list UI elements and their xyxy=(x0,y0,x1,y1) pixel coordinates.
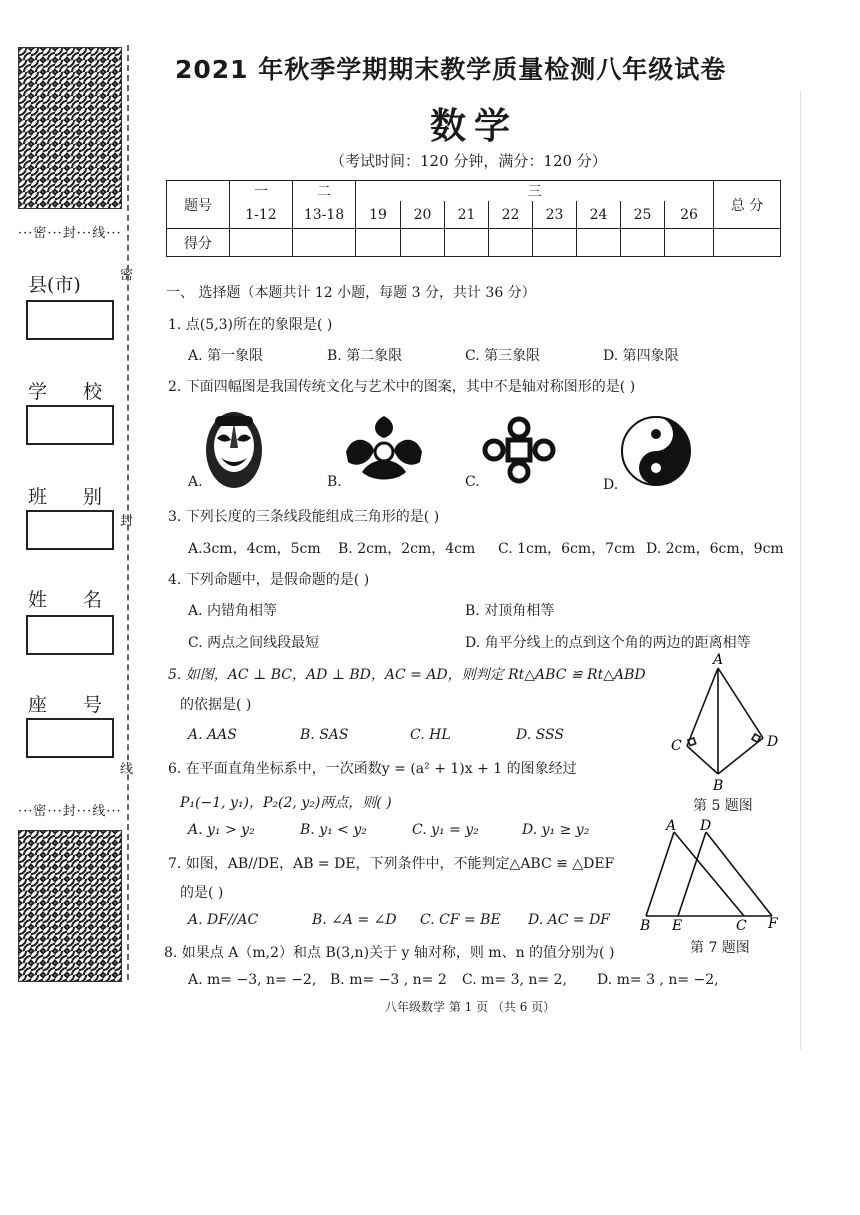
field-label-county xyxy=(28,270,118,297)
q1-option-a: A. 第一象限 xyxy=(188,348,264,364)
page-footer: 八年级数学 第 1 页 （共 6 页） xyxy=(385,1000,556,1014)
row-label-score: 得分 xyxy=(167,229,230,257)
section-2-header: 二 xyxy=(293,181,356,202)
field-label-text: 座 xyxy=(28,694,48,716)
score-cell[interactable] xyxy=(665,229,714,257)
fig5-label-c: C xyxy=(671,738,682,754)
q8-option-a: A. m= −3, n= −2, xyxy=(188,972,317,988)
score-cell[interactable] xyxy=(356,229,401,257)
question-8: 8. 如果点 A（m,2）和点 B(3,n)关于 y 轴对称，则 m、n 的值分别为( ) xyxy=(164,945,615,961)
decorative-pattern-bottom xyxy=(18,830,122,982)
range-cell: 25 xyxy=(621,201,665,229)
range-cell: 26 xyxy=(665,201,714,229)
section-1-header: 一 xyxy=(230,181,293,202)
section-3-header: 三 xyxy=(356,181,714,202)
seat-input-box[interactable] xyxy=(26,718,114,758)
score-cell[interactable] xyxy=(445,229,489,257)
q6-option-c: C. y₁ = y₂ xyxy=(412,822,479,838)
field-label-seat xyxy=(28,690,102,717)
field-label-class xyxy=(28,482,102,509)
county-input-box[interactable] xyxy=(26,300,114,340)
score-cell[interactable] xyxy=(401,229,445,257)
total-header: 总 分 xyxy=(714,181,781,229)
q2-option-d: D. xyxy=(603,477,619,493)
score-cell[interactable] xyxy=(714,229,781,257)
question-3: 3. 下列长度的三条线段能组成三角形的是( ) xyxy=(168,509,440,525)
range-cell: 13-18 xyxy=(293,201,356,229)
field-label-text: 姓 xyxy=(28,589,48,611)
fig7-label-e: E xyxy=(672,918,683,933)
figure-7-diagram xyxy=(636,818,786,933)
field-label-text: 班 xyxy=(28,486,48,508)
fig7-label-d: D xyxy=(700,818,712,834)
field-label-name xyxy=(28,585,102,612)
exam-title: 2021 年秋季学期期末教学质量检测八年级试卷 xyxy=(175,55,727,84)
q1-option-b: B. 第二象限 xyxy=(327,348,403,364)
range-cell: 24 xyxy=(577,201,621,229)
question-7-line-2: 的是( ) xyxy=(180,885,224,901)
range-cell: 19 xyxy=(356,201,401,229)
field-label-text: 别 xyxy=(82,486,102,508)
yin-yang-image xyxy=(620,415,692,487)
q2-option-b: B. xyxy=(327,474,342,490)
q4-option-b: B. 对顶角相等 xyxy=(465,603,555,619)
q4-option-a: A. 内错角相等 xyxy=(188,603,278,619)
q3-option-d: D. 2cm，6cm，9cm xyxy=(646,541,784,557)
q5-option-b: B. SAS xyxy=(300,727,349,743)
q7-option-b: B. ∠A = ∠D xyxy=(312,912,397,928)
q5-option-c: C. HL xyxy=(410,727,451,743)
q3-option-c: C. 1cm，6cm，7cm xyxy=(498,541,636,557)
class-input-box[interactable] xyxy=(26,510,114,550)
q4-option-c: C. 两点之间线段最短 xyxy=(188,635,320,651)
opera-mask-image xyxy=(203,408,265,490)
exam-info: （考试时间：120 分钟，满分：120 分） xyxy=(330,152,607,170)
q1-option-c: C. 第三象限 xyxy=(465,348,541,364)
q7-option-c: C. CF = BE xyxy=(420,912,501,928)
q8-option-b: B. m= −3 , n= 2 xyxy=(330,972,447,988)
score-table xyxy=(166,180,781,257)
field-label-text: 校 xyxy=(82,381,102,403)
q4-option-d: D. 角平分线上的点到这个角的两边的距离相等 xyxy=(465,635,751,651)
q3-option-b: B. 2cm，2cm，4cm xyxy=(338,541,476,557)
score-cell[interactable] xyxy=(293,229,356,257)
question-1: 1. 点(5,3)所在的象限是( ) xyxy=(168,317,333,333)
q6-option-a: A. y₁ > y₂ xyxy=(188,822,255,838)
subject-title: 数学 xyxy=(430,106,519,147)
field-label-text: 号 xyxy=(82,694,102,716)
figure-5-caption: 第 5 题图 xyxy=(693,798,753,814)
range-cell: 20 xyxy=(401,201,445,229)
fig7-label-b: B xyxy=(640,918,651,933)
fig5-label-d: D xyxy=(767,734,779,750)
range-cell: 1-12 xyxy=(230,201,293,229)
question-7-line-1: 7. 如图，AB//DE，AB = DE，下列条件中，不能判定△ABC ≌ △DEF xyxy=(168,856,615,872)
question-5-line-2: 的依据是( ) xyxy=(180,697,252,713)
q2-option-a: A. xyxy=(188,474,203,490)
vertical-char-feng: 封 xyxy=(120,514,134,529)
question-6-line-1: 6. 在平面直角坐标系中，一次函数y = (a² + 1)x + 1 的图象经过 xyxy=(168,761,577,777)
q6-option-d: D. y₁ ≥ y₂ xyxy=(522,822,590,838)
question-4: 4. 下列命题中，是假命题的是( ) xyxy=(168,572,370,588)
seal-line-top: ···密···封···线··· xyxy=(18,226,122,241)
seal-line-bottom: ···密···封···线··· xyxy=(18,804,122,819)
fig7-label-c: C xyxy=(736,918,747,933)
q8-option-d: D. m= 3 , n= −2, xyxy=(597,972,719,988)
q3-option-a: A.3cm，4cm，5cm xyxy=(188,541,321,557)
fig5-label-b: B xyxy=(713,778,724,792)
decorative-pattern-top xyxy=(18,47,122,209)
score-cell[interactable] xyxy=(533,229,577,257)
q7-option-d: D. AC = DF xyxy=(528,912,611,928)
question-6-line-2: P₁(−1, y₁)，P₂(2, y₂)两点，则( ) xyxy=(180,795,392,811)
q6-option-b: B. y₁ < y₂ xyxy=(300,822,367,838)
range-cell: 21 xyxy=(445,201,489,229)
page-edge-line xyxy=(800,90,801,1050)
fig7-label-f: F xyxy=(768,916,778,932)
section-heading: 一、 选择题（本题共计 12 小题，每题 3 分，共计 36 分） xyxy=(166,285,536,301)
question-2: 2. 下面四幅图是我国传统文化与艺术中的图案，其中不是轴对称图形的是( ) xyxy=(168,379,636,395)
score-cell[interactable] xyxy=(621,229,665,257)
score-cell[interactable] xyxy=(489,229,533,257)
score-cell[interactable] xyxy=(577,229,621,257)
q5-option-d: D. SSS xyxy=(516,727,564,743)
q2-option-c: C. xyxy=(465,474,480,490)
field-label-school xyxy=(28,377,102,404)
vertical-char-mi: 密 xyxy=(120,268,134,283)
binding-dashed-line xyxy=(127,45,129,980)
name-input-box[interactable] xyxy=(26,615,114,655)
symmetric-ornament-c xyxy=(480,414,558,486)
figure-5-diagram xyxy=(655,652,785,792)
q1-option-d: D. 第四象限 xyxy=(603,348,679,364)
symmetric-ornament-b xyxy=(342,412,426,484)
field-label-text: 县(市) xyxy=(28,274,81,296)
q5-option-a: A. AAS xyxy=(188,727,237,743)
fig7-label-a: A xyxy=(666,818,677,834)
vertical-char-xian: 线 xyxy=(120,762,134,777)
figure-7-caption: 第 7 题图 xyxy=(690,940,750,956)
question-5-line-1: 5. 如图，AC ⊥ BC，AD ⊥ BD，AC = AD，则判定 Rt△ABC ≌ Rt△ABD xyxy=(168,667,646,683)
fig5-label-a: A xyxy=(713,652,724,668)
row-label-number: 题号 xyxy=(167,181,230,229)
field-label-text: 名 xyxy=(82,589,102,611)
range-cell: 23 xyxy=(533,201,577,229)
range-cell: 22 xyxy=(489,201,533,229)
score-cell[interactable] xyxy=(230,229,293,257)
q7-option-a: A. DF//AC xyxy=(188,912,259,928)
q8-option-c: C. m= 3, n= 2, xyxy=(462,972,567,988)
field-label-text: 学 xyxy=(28,381,48,403)
school-input-box[interactable] xyxy=(26,405,114,445)
